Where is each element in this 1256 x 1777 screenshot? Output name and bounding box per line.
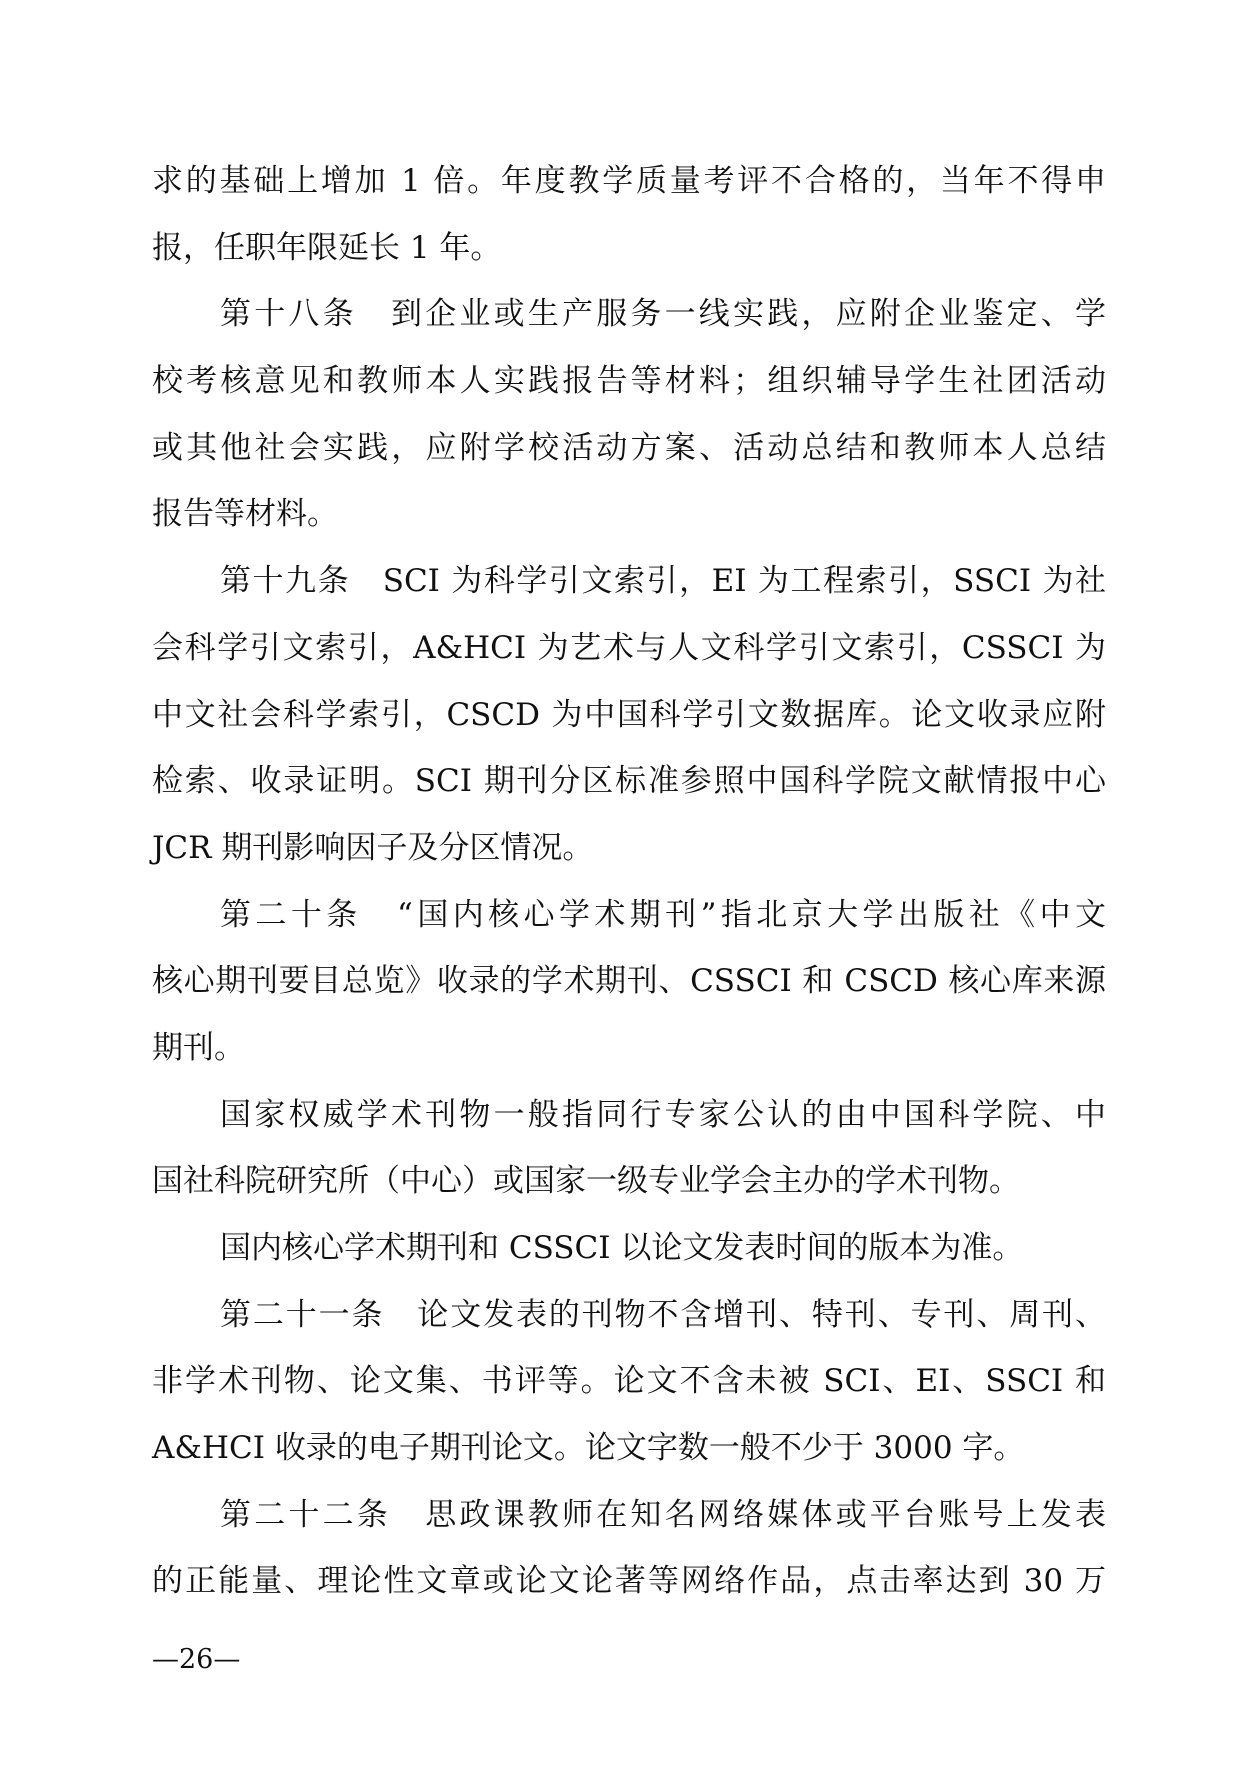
- article-20-line-1: 第二十条 “国内核心学术期刊”指北京大学出版社《中文: [220, 896, 1106, 933]
- article-21-line-3: A&HCI 收录的电子期刊论文。论文字数一般不少于 3000 字。: [152, 1430, 1025, 1467]
- article-19-line-5: JCR 期刊影响因子及分区情况。: [152, 829, 594, 866]
- article-20-line-2: 核心期刊要目总览》收录的学术期刊、CSSCI 和 CSCD 核心库来源: [152, 963, 1106, 1000]
- page-number: —26—: [152, 1644, 241, 1675]
- text-line-1: 求的基础上增加 1 倍。年度教学质量考评不合格的，当年不得申: [152, 163, 1106, 199]
- text-line-2: 报，任职年限延长 1 年。: [152, 229, 502, 266]
- article-19-line-1: 第十九条 SCI 为科学引文索引，EI 为工程索引，SSCI 为社: [220, 563, 1106, 600]
- article-22-line-2: 的正能量、理论性文章或论文论著等网络作品，点击率达到 30 万: [152, 1563, 1106, 1600]
- article-18-line-4: 报告等材料。: [152, 496, 338, 533]
- article-22-line-1: 第二十二条 思政课教师在知名网络媒体或平台账号上发表: [220, 1496, 1106, 1533]
- core-journals-version-line: 国内核心学术期刊和 CSSCI 以论文发表时间的版本为准。: [220, 1230, 1024, 1266]
- body-text: [152, 148, 1106, 1615]
- article-19-line-2: 会科学引文索引，A&HCI 为艺术与人文科学引文索引，CSSCI 为: [152, 629, 1106, 666]
- article-18-line-2: 校考核意见和教师本人实践报告等材料；组织辅导学生社团活动: [152, 363, 1106, 400]
- article-21-line-1: 第二十一条 论文发表的刊物不含增刊、特刊、专刊、周刊、: [220, 1296, 1106, 1333]
- article-19-line-3: 中文社会科学索引，CSCD 为中国科学引文数据库。论文收录应附: [152, 696, 1106, 733]
- authority-journals-line-1: 国家权威学术刊物一般指同行专家公认的由中国科学院、中: [220, 1096, 1106, 1133]
- article-18-line-1: 第十八条 到企业或生产服务一线实践，应附企业鉴定、学: [220, 296, 1106, 333]
- article-20-line-3: 期刊。: [152, 1029, 245, 1066]
- article-18-line-3: 或其他社会实践，应附学校活动方案、活动总结和教师本人总结: [152, 429, 1106, 466]
- authority-journals-line-2: 国社科院研究所（中心）或国家一级专业学会主办的学术刊物。: [152, 1163, 1020, 1200]
- article-19-line-4: 检索、收录证明。SCI 期刊分区标准参照中国科学院文献情报中心: [152, 763, 1106, 800]
- article-21-line-2: 非学术刊物、论文集、书评等。论文不含未被 SCI、EI、SSCI 和: [152, 1363, 1106, 1400]
